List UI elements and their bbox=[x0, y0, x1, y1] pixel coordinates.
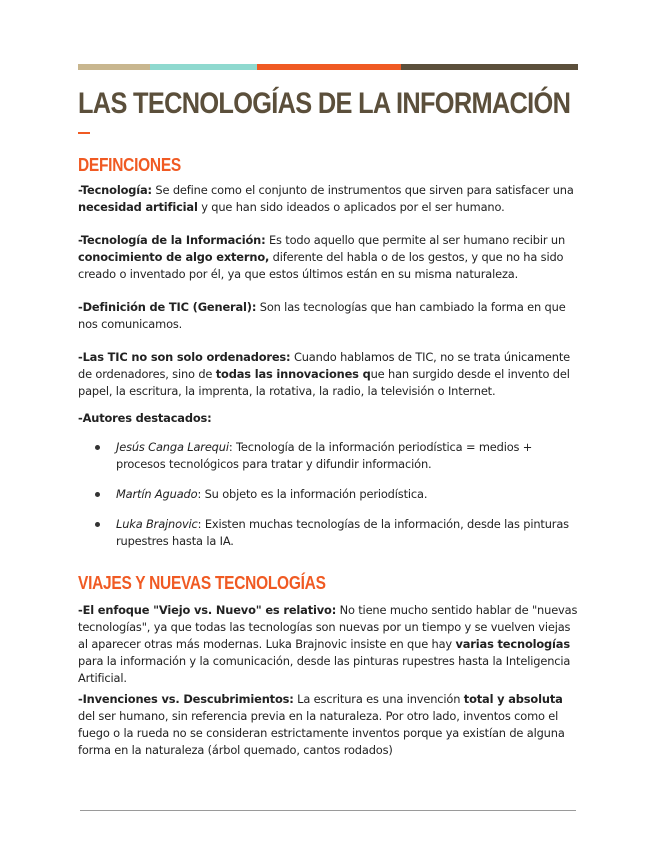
decorative-color-bar bbox=[78, 64, 578, 70]
color-bar-segment-3 bbox=[257, 64, 401, 70]
bold-text: todas las innovaciones q bbox=[215, 367, 371, 381]
document-page bbox=[78, 64, 578, 759]
document-title: LAS TECNOLOGÍAS DE LA INFORMACIÓN bbox=[78, 87, 571, 120]
body-text: ue han surgido desde el invento del papel, la escritura, la imprenta, la rotativa, la radio, la televisión o Internet. bbox=[78, 367, 570, 398]
bold-text: -Definición de TIC (General): bbox=[78, 300, 257, 314]
bold-text: -Tecnología de la Información: bbox=[78, 233, 266, 247]
bullet-icon bbox=[95, 522, 100, 527]
author-item bbox=[78, 486, 578, 503]
color-bar-segment-2 bbox=[150, 64, 257, 70]
section-definiciones bbox=[78, 154, 578, 550]
body-text: para la información y la comunicación, desde las pinturas rupestres hasta la Inteligencia Artificial. bbox=[78, 654, 571, 685]
entry-definicion-tic bbox=[78, 299, 578, 333]
bold-text: necesidad artificial bbox=[78, 200, 198, 214]
entry-invenciones-vs-descubrimientos bbox=[78, 691, 578, 759]
entry-tecnologia bbox=[78, 182, 578, 216]
color-bar-segment-4 bbox=[401, 64, 578, 70]
entry-tecnologia-informacion bbox=[78, 232, 578, 283]
body-text: del ser humano, sin referencia previa en la naturaleza. Por otro lado, inventos como el fuego o la rueda no se consideran estrictamente inventos porque ya existían de alguna forma en la naturaleza (árbol quemado, cantos rodados) bbox=[78, 709, 565, 757]
body-text: diferente del habla o de los gestos, y que no ha sido creado o inventado por él, ya que estos últimos están en su misma naturaleza. bbox=[78, 250, 564, 281]
bold-text: -Tecnología: bbox=[78, 183, 152, 197]
authors-list bbox=[78, 439, 578, 550]
body-text: No tiene mucho sentido hablar de "nuevas tecnologías", ya que todas las tecnologías son nuevas por un tiempo y se vuelven viejas al aparecer otras más modernas. Luka Brajnovic insiste en que hay bbox=[78, 603, 578, 651]
bullet-icon bbox=[95, 445, 100, 450]
author-item bbox=[78, 439, 578, 473]
bold-text: conocimiento de algo externo, bbox=[78, 250, 270, 264]
entry-viejo-vs-nuevo bbox=[78, 602, 578, 687]
body-text: Son las tecnologías que han cambiado la forma en que nos comunicamos. bbox=[78, 300, 566, 331]
author-description: : Tecnología de la información periodística = medios + procesos tecnológicos para tratar y difundir información. bbox=[116, 440, 533, 471]
section-viajes-nuevas-tecnologias bbox=[78, 572, 578, 759]
author-description: : Su objeto es la información periodística. bbox=[197, 487, 428, 501]
title-underline-dash bbox=[78, 132, 90, 134]
section-heading: DEFINCIONES bbox=[78, 155, 181, 175]
author-name: Luka Brajnovic bbox=[116, 517, 198, 531]
author-item bbox=[78, 516, 578, 550]
body-text: Se define como el conjunto de instrumentos que sirven para satisfacer una bbox=[151, 183, 574, 197]
section-heading: VIAJES Y NUEVAS TECNOLOGÍAS bbox=[78, 573, 326, 593]
bullet-icon bbox=[95, 492, 100, 497]
body-text: y que han sido ideados o aplicados por el ser humano. bbox=[197, 200, 505, 214]
bold-text: -Las TIC no son solo ordenadores: bbox=[78, 350, 291, 364]
bold-text: -Invenciones vs. Descubrimientos: bbox=[78, 692, 294, 706]
entry-autores-destacados bbox=[78, 410, 578, 427]
color-bar-segment-1 bbox=[78, 64, 150, 70]
bold-text: total y absoluta bbox=[463, 692, 563, 706]
bold-text: -Autores destacados: bbox=[78, 411, 212, 425]
author-name: Martín Aguado bbox=[116, 487, 198, 501]
entry-tic-no-ordenadores bbox=[78, 349, 578, 400]
footer-divider bbox=[80, 810, 576, 811]
body-text: Es todo aquello que permite al ser humano recibir un bbox=[265, 233, 566, 247]
bold-text: -El enfoque "Viejo vs. Nuevo" es relativo: bbox=[78, 603, 337, 617]
author-name: Jesús Canga Larequi bbox=[116, 440, 229, 454]
body-text: La escritura es una invención bbox=[293, 692, 464, 706]
bold-text: varias tecnologías bbox=[455, 637, 570, 651]
author-description: : Existen muchas tecnologías de la información, desde las pinturas rupestres hasta la IA. bbox=[116, 517, 569, 548]
body-text: Cuando hablamos de TIC, no se trata únicamente de ordenadores, sino de bbox=[78, 350, 571, 381]
